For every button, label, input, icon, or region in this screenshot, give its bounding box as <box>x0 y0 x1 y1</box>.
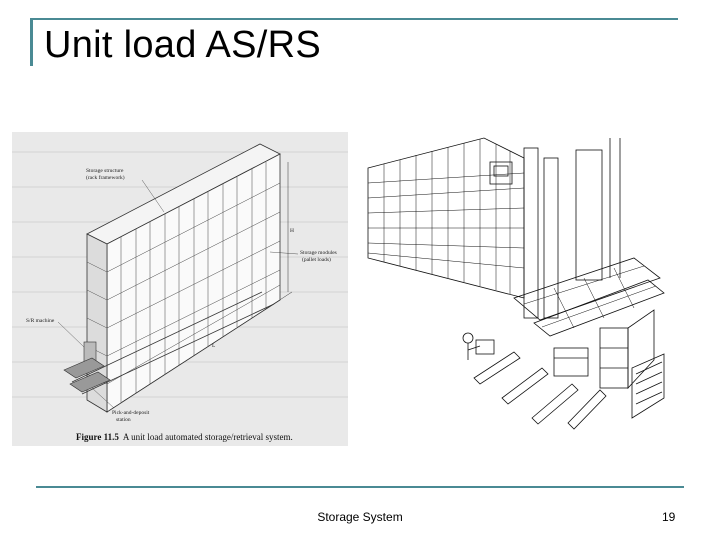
label-storage-structure: Storage structure <box>86 168 124 174</box>
slide-title: Unit load AS/RS <box>44 24 321 66</box>
installation-illustration <box>364 128 668 438</box>
unit-load-asrs-figure <box>12 132 348 446</box>
footer-divider <box>36 486 684 488</box>
page-number: 19 <box>662 510 676 524</box>
label-dim-l: L <box>212 343 216 349</box>
rack-drawing <box>12 132 348 446</box>
label-sr-machine: S/R machine <box>26 318 55 324</box>
label-dim-h: H <box>290 228 294 234</box>
label-rack-framework: (rack framework) <box>86 175 125 181</box>
caption-text: A unit load automated storage/retrieval system. <box>122 432 293 442</box>
figure-caption <box>76 432 293 442</box>
label-station: station <box>116 417 131 423</box>
label-pallet-loads: (pallet loads) <box>302 257 331 263</box>
asrs-installation-drawing <box>364 128 668 438</box>
title-accent-horizontal <box>30 18 678 20</box>
footer-label: Storage System <box>317 510 403 524</box>
label-pick-and-deposit: Pick-and-deposit <box>112 410 150 416</box>
label-storage-modules: Storage modules <box>300 250 337 256</box>
caption-number: Figure 11.5 <box>76 432 119 442</box>
title-accent-vertical <box>30 18 33 66</box>
